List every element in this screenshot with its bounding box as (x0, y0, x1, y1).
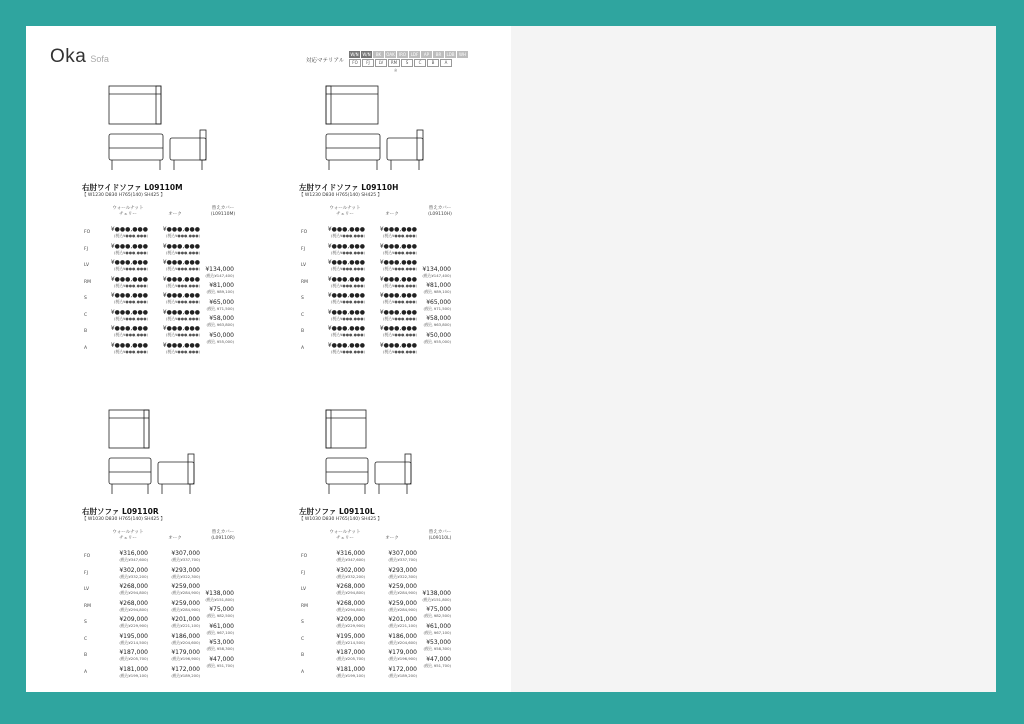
cover-price: ¥134,000 (税込¥147,400) (422, 265, 451, 278)
material-row-label: B (84, 653, 88, 658)
material-swatch: AP (421, 51, 432, 58)
title-main: Oka (50, 46, 87, 67)
oak-price: ¥●●●,●●● (税込¥●●●,●●●) (379, 259, 417, 271)
material-swatch: BK (373, 51, 384, 58)
material-swatch: IRO (398, 52, 407, 57)
oak-price: ¥201,000 (税込¥221,100) (171, 616, 200, 628)
material-swatch: LDB (446, 52, 455, 57)
oak-price: ¥●●●,●●● (税込¥●●●,●●●) (379, 325, 417, 337)
material-swatch: W/N (350, 52, 359, 57)
catalog-page-right (511, 26, 996, 692)
oak-price: ¥259,000 (税込¥284,900) (171, 599, 200, 612)
material-row-label: LV (84, 587, 90, 592)
walnut-price: ¥302,000 (税込¥332,200) (119, 566, 148, 579)
material-code-row (349, 59, 452, 67)
material-row-label: A (301, 669, 305, 675)
material-row-label: B (301, 653, 305, 658)
cover-price: ¥53,000 (税込 ¥58,300) (206, 639, 234, 651)
material-row-label: FO (84, 554, 91, 559)
material-row-label: RM (84, 279, 92, 285)
header-walnut: ウォールナット チェリー (329, 530, 361, 541)
walnut-price: ¥187,000 (税込¥205,700) (336, 649, 365, 661)
cover-price: ¥53,000 (税込 ¥58,300) (423, 639, 451, 651)
product-name: 右肘ワイドソファ L09110M (82, 183, 183, 192)
price-row (82, 567, 252, 583)
material-row-label: A (84, 345, 88, 351)
material-row-label: LV (84, 263, 90, 268)
walnut-price: ¥●●●,●●● (税込¥●●●,●●●) (327, 325, 365, 337)
walnut-price: ¥●●●,●●● (税込¥●●●,●●●) (327, 226, 365, 238)
price-row (299, 243, 469, 259)
product-dimensions: 【 W1230 D830 H765(140) SH425 】 (299, 193, 383, 198)
price-row (82, 226, 252, 242)
material-swatch: OAK (386, 52, 395, 57)
material-row-label: LV (301, 263, 307, 268)
oak-price: ¥179,000 (税込¥196,900) (388, 649, 417, 661)
material-code: LV (375, 59, 387, 67)
product-dimensions: 【 W1030 D830 H765(140) SH425 】 (82, 517, 166, 522)
walnut-price: ¥●●●,●●● (税込¥●●●,●●●) (110, 308, 148, 321)
header-walnut: ウォールナット チェリー (112, 206, 144, 217)
walnut-price: ¥●●●,●●● (税込¥●●●,●●●) (110, 292, 148, 304)
header-cover: 替えカバー (L09110R) (211, 530, 235, 541)
material-code: RM (388, 59, 400, 67)
material-row-label: FJ (84, 246, 88, 252)
material-swatch: WH (457, 51, 468, 58)
material-swatch-row (349, 51, 468, 58)
material-row-label: C (84, 636, 88, 642)
material-swatch: LDF (410, 52, 419, 57)
oak-price: ¥●●●,●●● (税込¥●●●,●●●) (162, 275, 200, 288)
oak-price: ¥●●●,●●● (税込¥●●●,●●●) (162, 226, 200, 238)
material-row-label: B (301, 329, 305, 334)
product-block-left-wide (299, 84, 499, 354)
cover-price: ¥65,000 (税込 ¥71,500) (206, 298, 234, 311)
oak-price: ¥●●●,●●● (税込¥●●●,●●●) (162, 308, 200, 321)
price-row (82, 550, 252, 566)
oak-price: ¥259,000 (税込¥284,900) (171, 583, 200, 595)
material-swatch: W/N (362, 52, 371, 57)
product-block-right-wide (82, 84, 282, 354)
walnut-price: ¥●●●,●●● (税込¥●●●,●●●) (110, 242, 148, 255)
material-code: FJ (362, 59, 374, 67)
walnut-price: ¥●●●,●●● (税込¥●●●,●●●) (327, 308, 365, 321)
material-row-label: FJ (301, 570, 305, 576)
cover-price: ¥75,000 (税込 ¥82,500) (206, 606, 234, 618)
product-block-right-arm (82, 408, 282, 678)
walnut-price: ¥268,000 (税込¥294,800) (336, 583, 365, 595)
material-row-label: S (301, 296, 304, 301)
walnut-price: ¥●●●,●●● (税込¥●●●,●●●) (327, 242, 365, 255)
price-row (82, 243, 252, 259)
header-cover: 替えカバー (L09110M) (210, 206, 236, 217)
title-sub: Sofa (90, 54, 109, 64)
oak-price: ¥307,000 (税込¥337,700) (388, 550, 417, 562)
oak-price: ¥●●●,●●● (税込¥●●●,●●●) (379, 341, 417, 354)
product-name: 右肘ソファ L09110R (82, 507, 159, 516)
walnut-price: ¥316,000 (税込¥347,600) (336, 550, 365, 562)
product-dimensions: 【 W1030 D830 H765(140) SH425 】 (299, 517, 383, 522)
walnut-price: ¥195,000 (税込¥214,500) (119, 632, 148, 645)
price-row (299, 331, 469, 358)
material-row-label: C (301, 636, 305, 642)
material-code: C (414, 59, 426, 67)
oak-price: ¥259,000 (税込¥284,900) (388, 583, 417, 595)
material-row-label: S (84, 296, 87, 301)
cover-price: ¥50,000 (税込 ¥55,000) (206, 331, 234, 344)
cover-price: ¥138,000 (税込¥151,800) (205, 589, 234, 602)
cover-price: ¥75,000 (税込 ¥82,500) (423, 606, 451, 618)
oak-price: ¥172,000 (税込¥189,200) (388, 665, 417, 678)
oak-price: ¥201,000 (税込¥221,100) (388, 616, 417, 628)
material-label: 対応マテリアル (306, 58, 345, 64)
oak-price: ¥●●●,●●● (税込¥●●●,●●●) (162, 259, 200, 271)
material-row-label: S (84, 620, 87, 625)
walnut-price: ¥●●●,●●● (税込¥●●●,●●●) (110, 275, 148, 288)
oak-price: ¥307,000 (税込¥337,700) (171, 550, 200, 562)
oak-price: ¥●●●,●●● (税込¥●●●,●●●) (162, 341, 200, 354)
oak-price: ¥●●●,●●● (税込¥●●●,●●●) (379, 242, 417, 255)
header-oak: オーク (168, 212, 182, 217)
sofa-drawing (299, 84, 439, 174)
product-name: 左肘ソファ L09110L (299, 507, 375, 516)
cover-price: ¥134,000 (税込¥147,400) (205, 265, 234, 278)
walnut-price: ¥187,000 (税込¥205,700) (119, 649, 148, 661)
oak-price: ¥172,000 (税込¥189,200) (171, 665, 200, 678)
walnut-price: ¥268,000 (税込¥294,800) (336, 599, 365, 612)
price-row (299, 550, 469, 566)
walnut-price: ¥195,000 (税込¥214,500) (336, 632, 365, 645)
oak-price: ¥259,000 (税込¥284,900) (388, 599, 417, 612)
cover-price: ¥61,000 (税込 ¥67,100) (423, 622, 451, 635)
price-row (82, 331, 252, 358)
oak-price: ¥293,000 (税込¥322,300) (388, 566, 417, 579)
material-swatch: BR (433, 51, 444, 58)
material-row-label: RM (84, 603, 92, 609)
cover-price: ¥47,000 (税込 ¥51,700) (423, 655, 451, 668)
cover-price: ¥58,000 (税込 ¥63,800) (206, 315, 234, 327)
header-oak: オーク (385, 212, 399, 217)
oak-price: ¥293,000 (税込¥322,300) (171, 566, 200, 579)
walnut-price: ¥●●●,●●● (税込¥●●●,●●●) (110, 325, 148, 337)
oak-price: ¥●●●,●●● (税込¥●●●,●●●) (162, 325, 200, 337)
oak-price: ¥●●●,●●● (税込¥●●●,●●●) (379, 308, 417, 321)
material-row-label: C (84, 312, 88, 318)
header-walnut: ウォールナット チェリー (329, 206, 361, 217)
walnut-price: ¥209,000 (税込¥229,900) (336, 616, 365, 628)
product-name: 左肘ワイドソファ L09110H (299, 183, 399, 192)
oak-price: ¥186,000 (税込¥204,600) (388, 632, 417, 645)
material-row-label: FO (84, 230, 91, 235)
header-cover: 替えカバー (L09110L) (428, 530, 452, 541)
price-row (299, 226, 469, 242)
oak-price: ¥●●●,●●● (税込¥●●●,●●●) (162, 292, 200, 304)
walnut-price: ¥●●●,●●● (税込¥●●●,●●●) (327, 341, 365, 354)
walnut-price: ¥●●●,●●● (税込¥●●●,●●●) (110, 226, 148, 238)
material-row-label: A (84, 669, 88, 675)
material-row-label: C (301, 312, 305, 318)
price-row (299, 567, 469, 583)
walnut-price: ¥268,000 (税込¥294,800) (119, 599, 148, 612)
cover-price: ¥81,000 (税込 ¥89,100) (206, 282, 234, 294)
material-row-label: FO (301, 554, 308, 559)
material-row-label: S (301, 620, 304, 625)
material-code: FO (349, 59, 361, 67)
sofa-drawing (299, 408, 439, 498)
walnut-price: ¥●●●,●●● (税込¥●●●,●●●) (110, 341, 148, 354)
material-row-label: RM (301, 279, 309, 285)
walnut-price: ¥316,000 (税込¥347,600) (119, 550, 148, 562)
cover-price: ¥47,000 (税込 ¥51,700) (206, 655, 234, 668)
sofa-drawing (82, 84, 222, 174)
oak-price: ¥●●●,●●● (税込¥●●●,●●●) (379, 292, 417, 304)
oak-price: ¥179,000 (税込¥196,900) (171, 649, 200, 661)
material-code: A (440, 59, 452, 67)
material-row-label: B (84, 329, 88, 334)
material-row-label: FJ (301, 246, 305, 252)
header-oak: オーク (385, 536, 399, 541)
oak-price: ¥●●●,●●● (税込¥●●●,●●●) (379, 275, 417, 288)
product-block-left-arm (299, 408, 499, 678)
cover-price: ¥81,000 (税込 ¥89,100) (423, 282, 451, 294)
product-dimensions: 【 W1230 D830 H765(140) SH425 】 (82, 193, 166, 198)
cover-price: ¥61,000 (税込 ¥67,100) (206, 622, 234, 635)
oak-price: ¥●●●,●●● (税込¥●●●,●●●) (379, 226, 417, 238)
walnut-price: ¥●●●,●●● (税込¥●●●,●●●) (327, 275, 365, 288)
walnut-price: ¥209,000 (税込¥229,900) (119, 616, 148, 628)
walnut-price: ¥181,000 (税込¥199,100) (119, 665, 148, 678)
walnut-price: ¥268,000 (税込¥294,800) (119, 583, 148, 595)
cover-price: ¥58,000 (税込 ¥63,800) (423, 315, 451, 327)
cover-price: ¥50,000 (税込 ¥55,000) (423, 331, 451, 344)
material-row-label: RM (301, 603, 309, 609)
material-row-label: FJ (84, 570, 88, 576)
walnut-price: ¥●●●,●●● (税込¥●●●,●●●) (327, 292, 365, 304)
material-row-label: LV (301, 587, 307, 592)
material-note: ※ (394, 68, 398, 73)
walnut-price: ¥181,000 (税込¥199,100) (336, 665, 365, 678)
cover-price: ¥138,000 (税込¥151,800) (422, 589, 451, 602)
header-cover: 替えカバー (L09110H) (428, 206, 452, 217)
walnut-price: ¥302,000 (税込¥332,200) (336, 566, 365, 579)
material-row-label: A (301, 345, 305, 351)
header-oak: オーク (168, 536, 182, 541)
walnut-price: ¥●●●,●●● (税込¥●●●,●●●) (327, 259, 365, 271)
oak-price: ¥186,000 (税込¥204,600) (171, 632, 200, 645)
material-code: S (401, 59, 413, 67)
cover-price: ¥65,000 (税込 ¥71,500) (423, 298, 451, 311)
walnut-price: ¥●●●,●●● (税込¥●●●,●●●) (110, 259, 148, 271)
oak-price: ¥●●●,●●● (税込¥●●●,●●●) (162, 242, 200, 255)
material-row-label: FO (301, 230, 308, 235)
header-walnut: ウォールナット チェリー (112, 530, 144, 541)
page-title (50, 46, 109, 68)
sofa-drawing (82, 408, 222, 498)
material-code: B (427, 59, 439, 67)
